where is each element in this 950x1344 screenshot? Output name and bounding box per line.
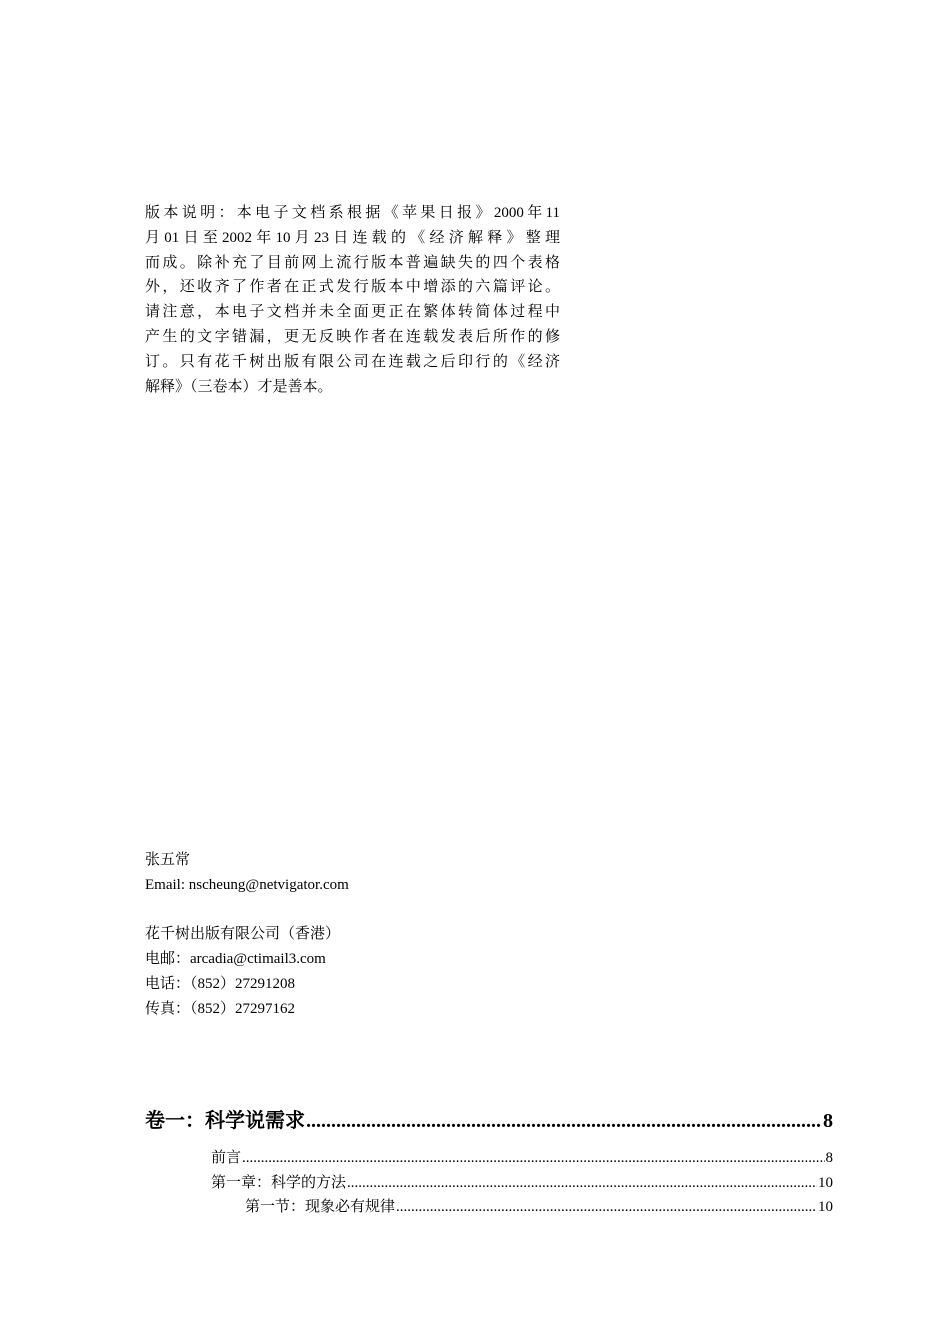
edition-note	[145, 201, 560, 399]
publisher-name: 花千树出版有限公司（香港）	[145, 926, 341, 942]
publisher-contact	[145, 922, 340, 1022]
edition-note-line: 月01日至2002年10月23日连载的《经济解释》整理	[145, 229, 560, 246]
edition-note-line: 版本说明：本电子文档系根据《苹果日报》2000年11	[145, 205, 560, 221]
toc-leader-dots	[242, 1146, 824, 1171]
edition-note-line: 外，还收齐了作者在正式发行版本中增添的六篇评论。	[145, 279, 560, 296]
edition-note-line: 订。只有花千树出版有限公司在连载之后印行的《经济	[145, 353, 560, 370]
publisher-email: 电邮：arcadia@ctimail3.com	[145, 951, 326, 967]
table-of-contents	[145, 1104, 833, 1220]
edition-note-line: 解释》（三卷本）才是善本。	[145, 378, 333, 395]
toc-entry-preface[interactable]	[145, 1146, 833, 1171]
author-contact	[145, 848, 349, 898]
toc-entry-volume[interactable]	[145, 1104, 833, 1138]
publisher-phone: 电话：（852）27291208	[145, 976, 296, 992]
toc-entry-page: 10	[818, 1174, 833, 1191]
toc-entry-title: 第一章：科学的方法	[211, 1174, 347, 1191]
toc-entry-page: 8	[823, 1110, 833, 1132]
toc-entry-page: 10	[818, 1199, 833, 1215]
author-email: Email: nscheung@netvigator.com	[145, 877, 349, 893]
toc-entry-chapter[interactable]	[145, 1171, 833, 1196]
toc-entry-title: 卷一：科学说需求	[145, 1110, 305, 1132]
edition-note-line: 产生的文字错漏，更无反映作者在连载发表后所作的修	[145, 328, 560, 345]
toc-leader-dots	[306, 1104, 822, 1138]
publisher-fax: 传真：（852）27297162	[145, 1001, 296, 1017]
author-name: 张五常	[145, 852, 191, 868]
toc-entry-title: 第一节：现象必有规律	[245, 1199, 396, 1215]
toc-leader-dots	[347, 1171, 817, 1196]
edition-note-line: 请注意，本电子文档并未全面更正在繁体转简体过程中	[145, 304, 560, 321]
toc-entry-page: 8	[825, 1150, 833, 1166]
edition-note-line: 而成。除补充了目前网上流行版本普遍缺失的四个表格	[145, 254, 560, 271]
toc-leader-dots	[396, 1195, 817, 1220]
toc-entry-section[interactable]	[145, 1195, 833, 1220]
toc-entry-title: 前言	[211, 1150, 242, 1166]
